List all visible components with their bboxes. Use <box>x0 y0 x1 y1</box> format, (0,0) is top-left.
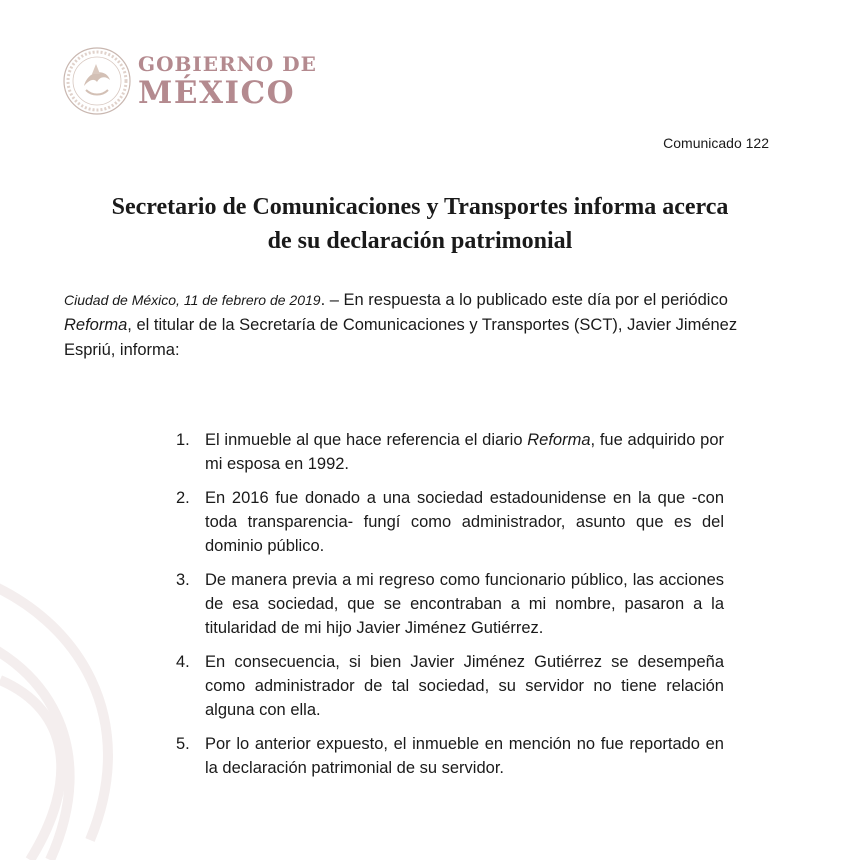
statement-list <box>176 428 724 790</box>
item-number: 1. <box>176 431 190 449</box>
comunicado-number: Comunicado 122 <box>663 135 769 151</box>
dateline-separator: . – <box>320 291 344 309</box>
item-text: De manera previa a mi regreso como funcionario público, las acciones de esa sociedad, que se encontraban a mi nombre, pasaron a la titularidad de mi hijo Javier Jiménez Gutiérrez. <box>205 571 724 637</box>
item-text: En 2016 fue donado a una sociedad estadounidense en la que -con toda transparencia- fungí como administrador, asunto que es del dominio público. <box>205 489 724 555</box>
list-item <box>176 650 724 722</box>
background-watermark <box>0 560 200 860</box>
title-line2: de su declaración patrimonial <box>267 228 573 254</box>
gov-line2: MÉXICO <box>138 74 296 111</box>
item-number: 3. <box>176 571 190 589</box>
national-seal-icon <box>62 46 132 116</box>
item-number: 5. <box>176 735 190 753</box>
item-text: En consecuencia, si bien Javier Jiménez Gutiérrez se desempeña como administrador de tal sociedad, su servidor no tiene relación alguna con ella. <box>205 653 724 719</box>
intro-text-2: , el titular de la Secretaría de Comunicaciones y Transportes (SCT), Javier Jiménez Espriú, informa: <box>64 316 738 359</box>
list-item <box>176 568 724 640</box>
title-line1: Secretario de Comunicaciones y Transportes informa acerca <box>111 194 729 220</box>
gobierno-de-mexico-logo <box>62 46 317 116</box>
item-text: Por lo anterior expuesto, el inmueble en mención no fue reportado en la declaración patrimonial de su servidor. <box>205 735 724 777</box>
item-number: 2. <box>176 489 190 507</box>
intro-text-1: En respuesta a lo publicado este día por el periódico <box>343 291 728 309</box>
gov-line1: GOBIERNO DE <box>138 51 317 76</box>
item-number: 4. <box>176 653 190 671</box>
list-item <box>176 732 724 780</box>
dateline: Ciudad de México, 11 de febrero de 2019 <box>64 292 321 308</box>
item-text: El inmueble al que hace referencia el diario <box>205 431 528 449</box>
intro-paragraph <box>64 288 772 363</box>
page-title <box>40 190 800 258</box>
list-item <box>176 428 724 476</box>
list-item <box>176 486 724 558</box>
newspaper-name: Reforma <box>64 316 128 334</box>
item-text-end: , fue adquirido por mi esposa en 1992. <box>205 431 724 473</box>
item-emphasis: Reforma <box>527 431 591 449</box>
